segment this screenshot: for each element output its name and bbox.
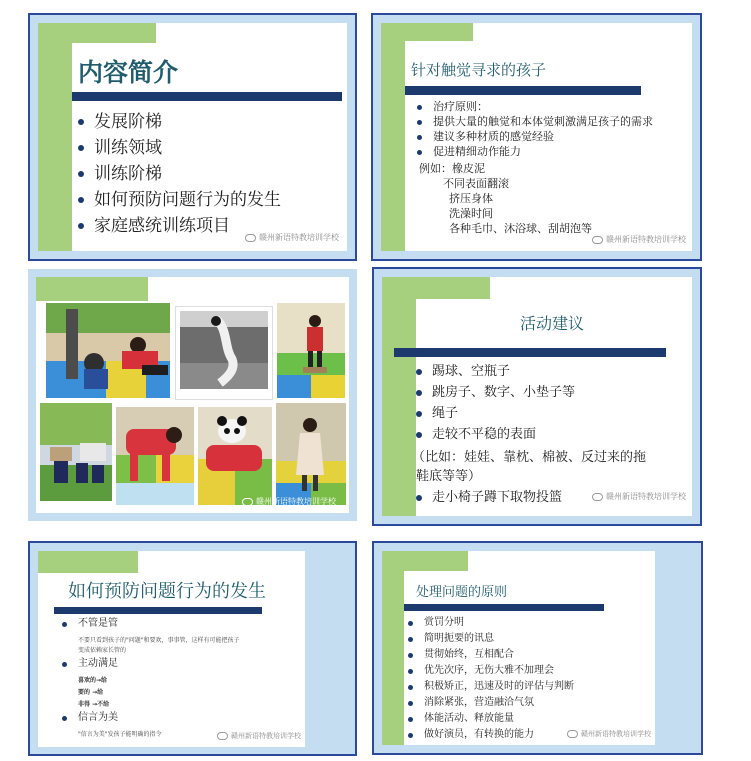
list-item: 治疗原则： (417, 99, 653, 114)
slide-5-green-bar (38, 551, 138, 573)
slide-card-5[interactable] (28, 541, 357, 756)
list-item: 踢球、空瓶子 (416, 361, 575, 382)
slide-4-page (382, 277, 692, 516)
slide-4-list (416, 361, 575, 445)
bullet-icon (408, 717, 413, 722)
slide-1-list (78, 109, 281, 239)
slide-3-green-bar (36, 277, 148, 301)
slide-1-title-bar (72, 92, 342, 101)
slide-5-list-2 (62, 657, 118, 671)
slide-6-list (408, 615, 574, 743)
list-item: 训练领域 (78, 135, 281, 161)
slide-5-b2-row-2: 非得 →不给 (78, 701, 110, 708)
bullet-icon (78, 171, 84, 177)
list-item: 走小椅子蹲下取物投篮 (416, 487, 562, 508)
photo-black-white-child-image (176, 307, 272, 399)
photo-child-standing-image (276, 403, 346, 505)
bullet-icon (416, 369, 422, 375)
slide-2-page (381, 23, 692, 251)
bullet-icon (78, 223, 84, 229)
list-item: 积极矫正，迅速及时的评估与判断 (408, 679, 574, 695)
bullet-icon (417, 105, 422, 110)
slide-5-b2-row-0: 喜欢的→给 (78, 677, 108, 684)
bullet-icon (416, 411, 422, 417)
slide-5-b1-note-0: 不要只看到孩子的"问题"和要欢，事事管，这样有可能把孩子 (78, 637, 240, 644)
bullet-icon (416, 495, 422, 501)
slide-2-example-1: 不同表面翻滚 (443, 177, 509, 190)
list-item: 体能活动、释放能量 (408, 711, 574, 727)
wechat-icon (592, 236, 603, 244)
slide-4-title-bar (394, 348, 666, 357)
slide-2-example-2: 挤压身体 (449, 192, 493, 205)
list-item: 做好演员，有转换的能力 (408, 727, 574, 743)
bullet-icon (78, 197, 84, 203)
slide-5-list-1 (62, 617, 118, 631)
photo-classroom-chairs (40, 403, 112, 501)
slide-1-watermark: 赣州新语特教培训学校 (245, 232, 339, 243)
wechat-icon (592, 493, 603, 501)
slide-6-page (382, 551, 655, 745)
slide-4-title: 活动建议 (520, 314, 585, 333)
bullet-icon (408, 669, 413, 674)
photo-child-standing (276, 403, 346, 505)
bullet-icon (408, 653, 413, 658)
list-item: 提供大量的触觉和本体觉刺激满足孩子的需求 (417, 114, 653, 129)
bullet-icon (417, 120, 422, 125)
wechat-icon (245, 234, 256, 242)
slide-5-title: 如何预防问题行为的发生 (68, 581, 266, 602)
photo-child-crawling (116, 407, 194, 505)
list-item: 走较不平稳的表面 (416, 424, 575, 445)
bullet-icon (408, 621, 413, 626)
bullet-icon (78, 119, 84, 125)
slide-3-watermark: 赣州新语特教培训学校 (242, 496, 336, 507)
photo-classroom-chairs-image (40, 403, 112, 501)
bullet-icon (408, 733, 413, 738)
slide-4-note-0: （比如：娃娃、靠枕、棉被、反过来的拖 (412, 450, 647, 465)
bullet-icon (416, 390, 422, 396)
slide-6-green-cap (382, 551, 468, 571)
slide-1-green-bar (38, 23, 72, 251)
slide-5-title-bar (54, 607, 262, 614)
list-item: 赏罚分明 (408, 615, 574, 631)
slide-2-green-bar (381, 23, 405, 251)
list-item: 信言为美 (62, 711, 118, 725)
bullet-icon (78, 145, 84, 151)
photo-child-floor-play-image (46, 303, 170, 398)
bullet-icon (408, 701, 413, 706)
slide-1-title: 内容简介 (78, 58, 179, 87)
photo-child-crawling-image (116, 407, 194, 505)
slide-5-b2-row-1: 要的 →给 (78, 689, 104, 696)
slide-4-note-1: 鞋底等等） (416, 469, 482, 484)
slide-6-green-bar (382, 551, 404, 745)
photo-child-floor-play (46, 303, 170, 398)
photo-child-step (277, 303, 345, 398)
slide-2-list (417, 99, 653, 159)
photo-child-panda-mask (198, 407, 272, 505)
wechat-icon (567, 730, 578, 738)
bullet-icon (62, 662, 67, 667)
slide-2-title: 针对触觉寻求的孩子 (411, 61, 547, 79)
slide-6-title: 处理问题的原则 (416, 585, 508, 600)
list-item: 训练阶梯 (78, 161, 281, 187)
slide-2-green-cap (381, 23, 473, 41)
list-item: 优先次序，无伤大雅不加理会 (408, 663, 574, 679)
slide-5-list-3 (62, 711, 118, 725)
list-item: 贯彻始终，互相配合 (408, 647, 574, 663)
list-item: 如何预防问题行为的发生 (78, 187, 281, 213)
bullet-icon (408, 637, 413, 642)
slide-3-page (36, 277, 349, 513)
list-item: 促进精细动作能力 (417, 144, 653, 159)
slide-4-watermark: 赣州新语特教培训学校 (592, 491, 686, 502)
photo-child-step-image (277, 303, 345, 398)
list-item: 简明扼要的讯息 (408, 631, 574, 647)
wechat-icon (242, 498, 253, 506)
list-item: 发展阶梯 (78, 109, 281, 135)
slide-5-watermark: 赣州新语特教培训学校 (217, 731, 301, 741)
slide-2-example-0: 例如：橡皮泥 (419, 162, 485, 175)
bullet-icon (408, 685, 413, 690)
slide-5-page (38, 551, 305, 747)
slide-5-b3-note: "信言为美"发孩子能明确的指令 (78, 731, 162, 738)
slide-2-example-4: 各种毛巾、沐浴球、刮胡泡等 (449, 222, 592, 235)
slide-2-watermark: 赣州新语特教培训学校 (592, 234, 686, 245)
list-item: 建议多种材质的感觉经验 (417, 129, 653, 144)
list-item: 绳子 (416, 403, 575, 424)
list-item: 跳房子、数字、小垫子等 (416, 382, 575, 403)
bullet-icon (417, 150, 422, 155)
list-item: 家庭感统训练项目 (78, 213, 281, 239)
list-item: 消除紧张，营造融洽气氛 (408, 695, 574, 711)
slide-4-green-cap (382, 277, 490, 299)
slide-2-title-bar (405, 86, 641, 95)
list-item: 不管是管 (62, 617, 118, 631)
slide-2-example-3: 洗澡时间 (449, 207, 493, 220)
bullet-icon (417, 135, 422, 140)
slide-card-4[interactable] (372, 267, 702, 526)
slide-card-2[interactable] (371, 13, 702, 261)
photo-black-white-child (176, 307, 272, 399)
slide-card-6[interactable] (372, 541, 703, 755)
photo-child-panda-mask-image (198, 407, 272, 505)
bullet-icon (62, 716, 67, 721)
slide-1-page (38, 23, 347, 251)
slide-5-b1-note-1: 变成依赖家长管的 (78, 647, 127, 654)
slide-4-list-last (416, 487, 562, 508)
slide-4-green-bar (382, 277, 416, 516)
slide-6-watermark: 赣州新语特教培训学校 (567, 729, 651, 739)
slide-card-1[interactable] (28, 13, 357, 261)
bullet-icon (62, 622, 67, 627)
list-item: 主动满足 (62, 657, 118, 671)
bullet-icon (416, 432, 422, 438)
slide-card-3[interactable] (28, 269, 357, 521)
slide-1-green-cap (38, 23, 156, 43)
slide-6-title-bar (404, 604, 604, 611)
wechat-icon (217, 732, 228, 740)
